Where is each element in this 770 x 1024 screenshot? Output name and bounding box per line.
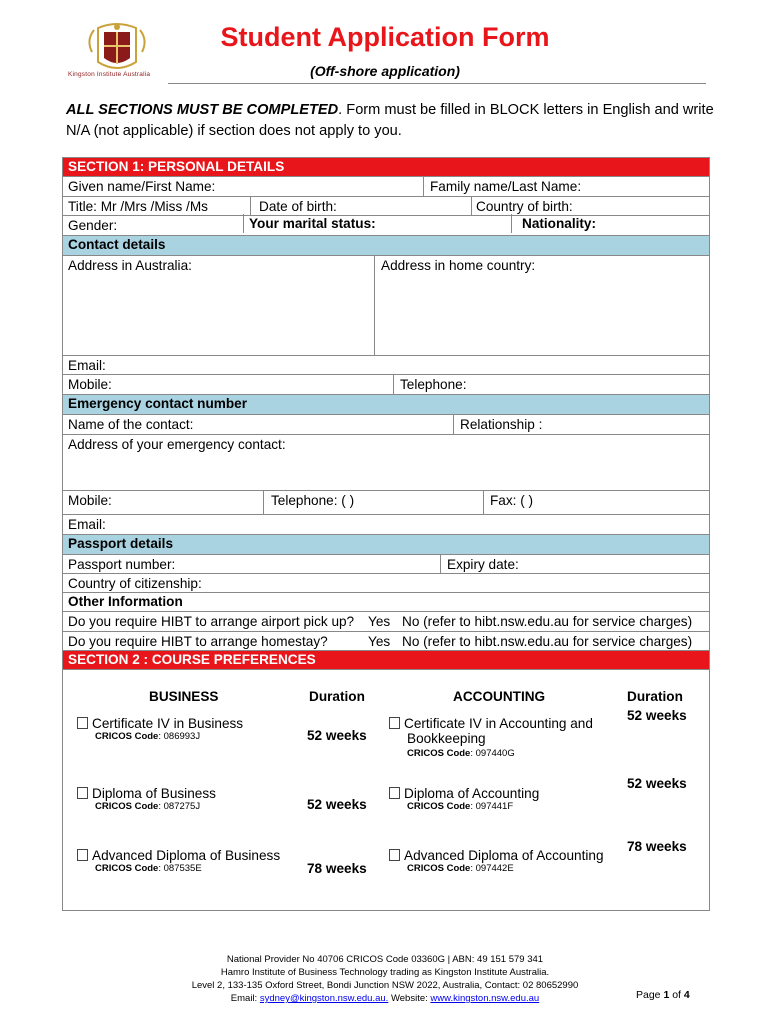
footer-line1: National Provider No 40706 CRICOS Code 03360G | ABN: 49 151 579 341	[226, 954, 544, 965]
emergency-address-field[interactable]: Address of your emergency contact:	[68, 437, 286, 452]
email-field[interactable]: Email:	[68, 358, 106, 373]
expiry-date-field[interactable]: Expiry date:	[440, 555, 711, 573]
emergency-phone-row	[63, 491, 709, 515]
citizenship-field[interactable]: Country of citizenship:	[68, 576, 202, 591]
pickup-row	[63, 612, 709, 632]
checkbox[interactable]	[77, 787, 88, 799]
passport-heading: Passport details	[63, 535, 709, 555]
page-total: 4	[683, 989, 690, 1001]
cricos-label: CRICOS Code	[407, 801, 471, 812]
course-name: Certificate IV in Business	[92, 716, 244, 731]
duration-value: 52 weeks	[307, 728, 367, 743]
homestay-yes-option[interactable]: Yes	[368, 634, 391, 649]
citizenship-row	[63, 574, 709, 593]
course-diploma-accounting[interactable]	[389, 786, 539, 812]
marital-status-field[interactable]: Your marital status:	[243, 214, 511, 233]
course-name: Certificate IV in Accounting and	[404, 716, 593, 731]
gender-row	[63, 216, 709, 236]
application-form	[62, 157, 710, 911]
homestay-question: Do you require HIBT to arrange homestay?	[68, 634, 328, 649]
cricos-label: CRICOS Code	[407, 863, 471, 874]
course-name: Advanced Diploma of Accounting	[404, 848, 604, 863]
title-field[interactable]: Title: Mr /Mrs /Miss /Ms	[68, 199, 208, 214]
emergency-name-row	[63, 415, 709, 435]
emergency-email-row	[63, 515, 709, 535]
cricos-code: : 097442E	[470, 863, 514, 874]
section2-heading: SECTION 2 : COURSE PREFERENCES	[63, 651, 709, 670]
course-diploma-business[interactable]	[77, 786, 216, 812]
duration-column-heading-2: Duration	[627, 689, 683, 704]
country-birth-field[interactable]: Country of birth:	[471, 197, 711, 215]
footer-line3: Level 2, 133-135 Oxford Street, Bondi Junction NSW 2022, Australia, Contact: 02 80652990	[191, 980, 579, 991]
emergency-email-field[interactable]: Email:	[68, 517, 106, 532]
footer-line2: Hamro Institute of Business Technology trading as Kingston Institute Australia.	[220, 967, 550, 978]
passport-number-field[interactable]: Passport number:	[68, 557, 176, 572]
cricos-label: CRICOS Code	[407, 748, 471, 759]
relationship-field[interactable]: Relationship :	[453, 415, 711, 434]
course-cert-iv-business[interactable]	[77, 716, 243, 742]
page-of: of	[672, 989, 681, 1001]
course-preferences	[63, 670, 709, 910]
page-current: 1	[663, 989, 670, 1001]
pickup-no-option[interactable]: No (refer to hibt.nsw.edu.au for service charges)	[402, 614, 693, 629]
given-name-field[interactable]: Given name/First Name:	[68, 179, 216, 194]
address-australia-field[interactable]: Address in Australia:	[68, 258, 192, 273]
page-number	[636, 989, 690, 1001]
page-title: Student Application Form	[220, 22, 550, 52]
cricos-code: : 087535E	[158, 863, 202, 874]
other-info-heading: Other Information	[63, 593, 709, 612]
mobile-row	[63, 375, 709, 395]
cricos-code: : 097441F	[470, 801, 514, 812]
intro-bold: ALL SECTIONS MUST BE COMPLETED	[66, 102, 339, 118]
course-adv-diploma-accounting[interactable]	[389, 848, 604, 874]
cricos-code: : 087275J	[158, 801, 201, 812]
address-row	[63, 256, 709, 356]
address-home-field[interactable]: Address in home country:	[374, 256, 711, 355]
mobile-field[interactable]: Mobile:	[68, 377, 112, 392]
cricos-label: CRICOS Code	[95, 801, 159, 812]
course-cert-iv-accounting[interactable]	[389, 716, 593, 759]
contact-heading: Contact details	[63, 236, 709, 256]
emergency-telephone-field[interactable]: Telephone: ( )	[263, 491, 483, 514]
homestay-row	[63, 632, 709, 651]
email-link[interactable]: sydney@kingston.nsw.edu.au.	[259, 993, 389, 1004]
email-row	[63, 356, 709, 375]
name-row	[63, 177, 709, 197]
cricos-label: CRICOS Code	[95, 863, 159, 874]
pickup-yes-option[interactable]: Yes	[368, 614, 391, 629]
duration-value: 52 weeks	[627, 776, 687, 791]
duration-value: 52 weeks	[307, 797, 367, 812]
pickup-question: Do you require HIBT to arrange airport pick up?	[68, 614, 355, 629]
family-name-field[interactable]: Family name/Last Name:	[423, 177, 711, 196]
course-adv-diploma-business[interactable]	[77, 848, 280, 874]
homestay-no-option[interactable]: No (refer to hibt.nsw.edu.au for service charges)	[402, 634, 693, 649]
title-divider	[168, 83, 706, 84]
emergency-address-row	[63, 435, 709, 491]
duration-value: 78 weeks	[627, 839, 687, 854]
emergency-fax-field[interactable]: Fax: ( )	[483, 491, 711, 514]
cricos-code: : 097440G	[470, 748, 515, 759]
passport-row	[63, 555, 709, 574]
checkbox[interactable]	[389, 849, 400, 861]
cricos-code: : 086993J	[158, 731, 201, 742]
intro-text	[66, 100, 716, 142]
website-label: Website:	[390, 993, 428, 1004]
course-name: Advanced Diploma of Business	[92, 848, 281, 863]
website-link[interactable]: www.kingston.nsw.edu.au	[430, 993, 540, 1004]
nationality-field[interactable]: Nationality:	[511, 214, 711, 233]
page-label: Page	[636, 989, 661, 1001]
intro-rest: . Form must be filled in BLOCK letters in English and write N/A (not applicable) if section does not apply to you.	[66, 102, 714, 139]
logo-text: Kingston Institute Australia	[68, 71, 151, 78]
duration-value: 78 weeks	[307, 861, 367, 876]
duration-value: 52 weeks	[627, 708, 687, 723]
course-name: Diploma of Business	[92, 786, 216, 801]
emergency-heading: Emergency contact number	[63, 395, 709, 415]
checkbox[interactable]	[77, 849, 88, 861]
email-label: Email:	[230, 993, 258, 1004]
gender-field[interactable]: Gender:	[68, 218, 118, 233]
dob-field[interactable]: Date of birth:	[250, 197, 471, 215]
section1-heading: SECTION 1: PERSONAL DETAILS	[63, 158, 709, 177]
duration-column-heading: Duration	[309, 689, 365, 704]
page-subtitle: (Off-shore application)	[310, 63, 460, 79]
cricos-label: CRICOS Code	[95, 731, 159, 742]
checkbox[interactable]	[389, 717, 400, 729]
emergency-mobile-field[interactable]: Mobile:	[68, 493, 112, 508]
course-name: Diploma of Accounting	[404, 786, 540, 801]
telephone-field[interactable]: Telephone:	[393, 375, 711, 394]
emergency-name-field[interactable]: Name of the contact:	[68, 417, 194, 432]
checkbox[interactable]	[77, 717, 88, 729]
accounting-column-heading: ACCOUNTING	[453, 689, 546, 704]
checkbox[interactable]	[389, 787, 400, 799]
course-name-line2: Bookkeeping	[407, 731, 486, 746]
business-column-heading: BUSINESS	[149, 689, 219, 704]
